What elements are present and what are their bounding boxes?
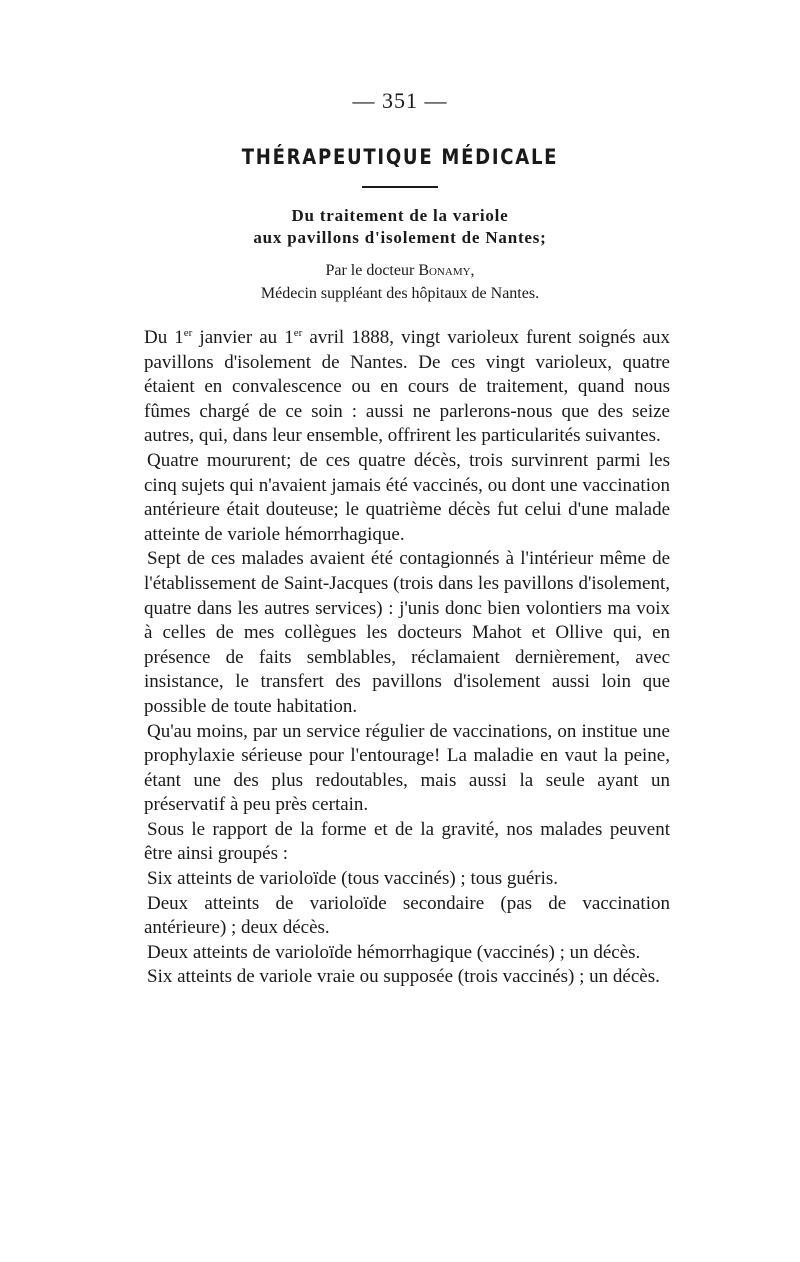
title-divider <box>362 186 438 188</box>
article-body <box>144 321 670 990</box>
article-title-line-1: Du traitement de la variole <box>291 206 509 225</box>
paragraph-5: Sous le rapport de la forme et de la gravité, nos malades peuvent être ainsi groupés : <box>144 818 670 865</box>
paragraph-2: Quatre moururent; de ces quatre décès, trois survinrent parmi les cinq sujets qui n'avaient jamais été vaccinés, ou dont une vaccination antérieure était douteuse; le quatrième décès fut celui d'une malade atteinte de variole hémorrhagique. <box>144 449 670 545</box>
author-affiliation: Médecin suppléant des hôpitaux de Nantes. <box>260 285 540 302</box>
p1-rest: avril 1888, vingt varioleux furent soignés aux pavillons d'isolement de Nantes. De ces vingt varioleux, quatre étaient en convalescence ou en cours de traitement, quand nous fûmes chargé de ce soin : aussi ne parlerons-nous que des seize autres, qui, dans leur ensemble, offrirent les particularités suivantes. <box>144 327 670 447</box>
byline <box>0 259 800 305</box>
p1-middle: janvier au 1 <box>192 327 294 348</box>
page-number: — 351 — <box>352 88 448 113</box>
author-line <box>0 259 800 282</box>
p1-start: Du 1 <box>144 327 184 348</box>
paragraph-7: Deux atteints de varioloïde secondaire (pas de vaccination antérieure) ; deux décès. <box>144 892 670 939</box>
p1-superscript-1: er <box>183 327 193 339</box>
article-title <box>0 205 800 249</box>
paragraph-6: Six atteints de varioloïde (tous vaccinés) ; tous guéris. <box>147 868 559 890</box>
paragraph-1 <box>144 321 670 449</box>
section-title: THÉRAPEUTIQUE MÉDICALE <box>241 145 559 169</box>
byline-suffix: , <box>470 262 475 279</box>
paragraph-9: Six atteints de variole vraie ou supposée (trois vaccinés) ; un décès. <box>147 966 660 988</box>
paragraph-3: Sept de ces malades avaient été contagionnés à l'intérieur même de l'établissement de Saint-Jacques (trois dans les pavillons d'isolement, quatre dans les autres services) : j'unis donc bien volontiers ma voix à celles de mes collègues les docteurs Mahot et Ollive qui, en présence de faits semblables, réclamaient dernièrement, avec insistance, le transfert des pavillons d'isolement aussi loin que possible de toute habitation. <box>144 548 670 717</box>
article-title-line-2: aux pavillons d'isolement de Nantes; <box>253 228 547 247</box>
paragraph-8: Deux atteints de varioloïde hémorrhagique (vaccinés) ; un décès. <box>147 941 641 963</box>
p1-superscript-2: er <box>293 327 303 339</box>
byline-prefix: Par le docteur <box>325 262 419 279</box>
paragraph-4: Qu'au moins, par un service régulier de vaccinations, on institue une prophylaxie sérieuse pour l'entourage! La maladie en vaut la peine, étant une des plus redoutables, mais aussi la seule ayant un préservatif à peu près certain. <box>144 720 670 816</box>
author-name: Bonamy <box>418 262 471 279</box>
